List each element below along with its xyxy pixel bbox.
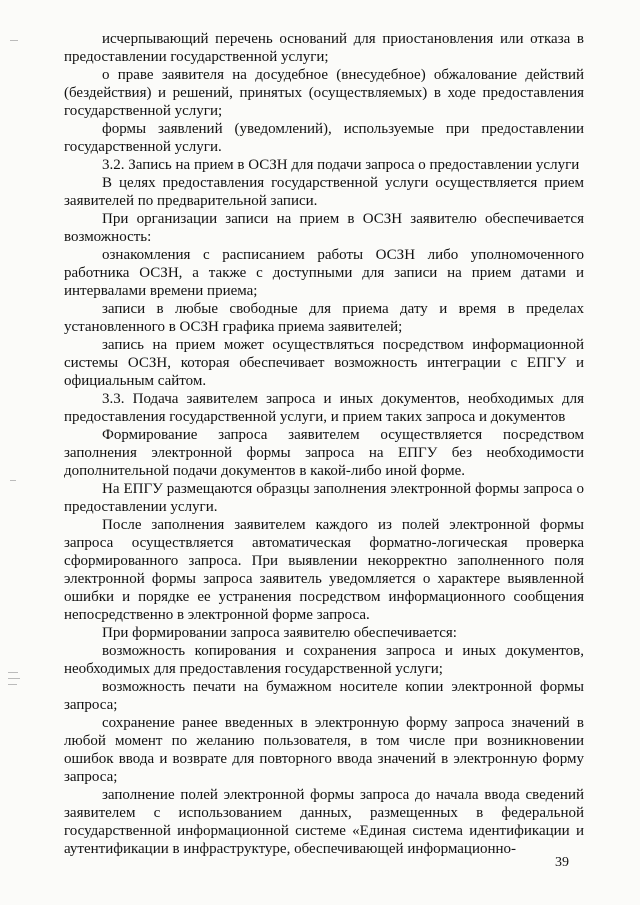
scan-artifact: [8, 678, 20, 679]
section-heading-3-3: 3.3. Подача заявителем запроса и иных документов, необходимых для предоставления государственной услуги, и прием таких запроса и документов: [64, 391, 584, 425]
scan-artifact: [10, 40, 18, 41]
scan-artifact: [8, 684, 17, 685]
paragraph-11: Формирование запроса заявителем осуществляется посредством заполнения электронной формы запроса на ЕПГУ без необходимости дополнительной подачи документов в какой-либо иной форме.: [64, 427, 584, 479]
document-page: [64, 30, 584, 858]
paragraph-2: о праве заявителя на досудебное (внесудебное) обжалование действий (бездействия) и решений, принятых (осуществляемых) в ходе предоставления государственной услуги;: [64, 67, 584, 119]
paragraph-12: На ЕПГУ размещаются образцы заполнения электронной формы запроса о предоставлении услуги.: [64, 481, 584, 515]
paragraph-8: записи в любые свободные для приема дату и время в пределах установленного в ОСЗН графика приема заявителей;: [64, 301, 584, 335]
paragraph-15: возможность копирования и сохранения запроса и иных документов, необходимых для предоставления государственной услуги;: [64, 643, 584, 677]
section-heading-3-2: 3.2. Запись на прием в ОСЗН для подачи запроса о предоставлении услуги: [102, 157, 580, 173]
paragraph-1: исчерпывающий перечень оснований для приостановления или отказа в предоставлении государственной услуги;: [64, 31, 584, 65]
paragraph-3: формы заявлений (уведомлений), используемые при предоставлении государственной услуги.: [64, 121, 584, 155]
scan-artifact: [10, 480, 16, 481]
paragraph-17: сохранение ранее введенных в электронную форму запроса значений в любой момент по желанию пользователя, в том числе при возникновении ошибок ввода и возврате для повторного ввода значений в электронную форму запроса;: [64, 715, 584, 785]
page-number: 39: [555, 855, 569, 870]
scan-artifact: [8, 672, 18, 673]
paragraph-9: запись на прием может осуществляться посредством информационной системы ОСЗН, которая обеспечивает возможность интеграции с ЕПГУ и официальным сайтом.: [64, 337, 584, 389]
paragraph-14: При формировании запроса заявителю обеспечивается:: [102, 625, 457, 641]
paragraph-6: При организации записи на прием в ОСЗН заявителю обеспечивается возможность:: [64, 211, 584, 245]
paragraph-16: возможность печати на бумажном носителе копии электронной формы запроса;: [64, 679, 584, 713]
paragraph-18: заполнение полей электронной формы запроса до начала ввода сведений заявителем с использованием данных, размещенных в федеральной государственной информационной системе «Единая система идентификации и аутентификации в инфраструктуре, обеспечивающей информационно-: [64, 787, 584, 857]
paragraph-13: После заполнения заявителем каждого из полей электронной формы запроса осуществляется автоматическая форматно-логическая проверка сформированного запроса. При выявлении некорректно заполненного поля электронной формы запроса заявитель уведомляется о характере выявленной ошибки и порядке ее устранения посредством информационного сообщения непосредственно в электронной форме запроса.: [64, 517, 584, 623]
paragraph-5: В целях предоставления государственной услуги осуществляется прием заявителей по предварительной записи.: [64, 175, 584, 209]
paragraph-7: ознакомления с расписанием работы ОСЗН либо уполномоченного работника ОСЗН, а также с доступными для записи на прием датами и интервалами времени приема;: [64, 247, 584, 299]
